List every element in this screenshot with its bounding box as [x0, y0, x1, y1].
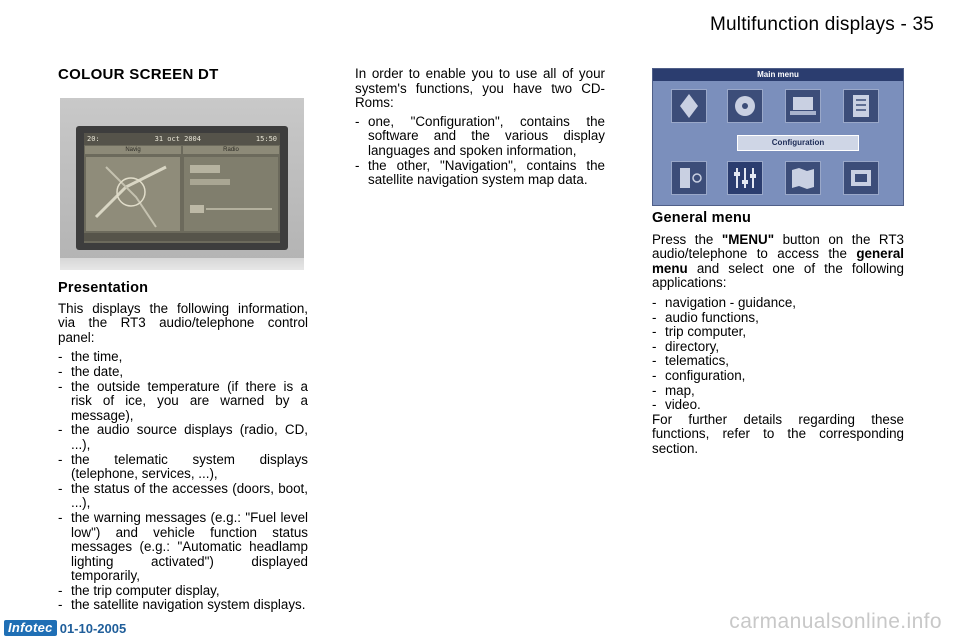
general-text-part: Press the	[652, 231, 722, 247]
further-details: For further details regarding these functions, refer to the corresponding section.	[652, 411, 904, 456]
presentation-block	[58, 281, 308, 613]
list-item: - one, "Configuration", contains the software and the various display languages and spoken information,	[355, 115, 605, 159]
telematics-icon	[671, 161, 707, 195]
navigation-icon	[671, 89, 707, 123]
directory-icon	[843, 89, 879, 123]
general-text-part: button on the RT3 audio/telephone to access the	[652, 231, 904, 262]
list-item: - the status of the accesses (doors, boot, ...),	[58, 482, 308, 511]
screen-tab-radio: Radio	[183, 146, 279, 154]
brand-logo: Infotec	[4, 620, 57, 636]
list-item: - telematics,	[652, 354, 904, 369]
screen-footer-bar	[84, 233, 280, 241]
presentation-intro: This displays the following information, via the RT3 audio/telephone control panel:	[58, 300, 308, 345]
page-header-title: Multifunction displays - 35	[709, 14, 934, 35]
watermark: carmanualsonline.info	[729, 610, 942, 633]
list-item: - map,	[652, 384, 904, 399]
footer-badge	[4, 620, 126, 636]
photo-base	[60, 258, 304, 270]
list-item: - audio functions,	[652, 311, 904, 326]
general-menu-intro	[652, 233, 904, 291]
video-icon	[843, 161, 879, 195]
section-title: COLOUR SCREEN DT	[58, 66, 219, 83]
screen-tab-navig: Navig	[85, 146, 181, 154]
cdrom-intro: In order to enable you to use all of your system's functions, you have two CD-Roms:	[355, 66, 605, 111]
screen-status-bar	[84, 133, 280, 145]
list-item: - video.	[652, 398, 904, 413]
main-menu-title: Main menu	[653, 69, 903, 81]
display-photo	[60, 98, 304, 270]
list-item: - trip computer,	[652, 325, 904, 340]
screen-map-panel	[86, 157, 180, 231]
list-item: - the satellite navigation system displays.	[58, 598, 308, 613]
list-item: - configuration,	[652, 369, 904, 384]
screen-radio-panel	[184, 157, 278, 231]
list-item: - the outside temperature (if there is a risk of ice, you are warned by a message),	[58, 380, 308, 424]
selected-menu-item: Configuration	[737, 135, 859, 151]
screen-time: 20:	[87, 135, 100, 143]
applications-list	[652, 296, 904, 413]
presentation-title: Presentation	[58, 280, 149, 296]
general-menu-title: General menu	[652, 210, 752, 226]
list-item: - the warning messages (e.g.: "Fuel level low") and vehicle function status messages (e.g.: "Automatic headlamp lighting activated") displayed temporarily,	[58, 511, 308, 584]
list-item: - the audio source displays (radio, CD, ...),	[58, 423, 308, 452]
general-text-part: and select one of the following applications:	[652, 260, 904, 291]
radio-info-icon	[184, 157, 278, 231]
audio-cd-icon	[727, 89, 763, 123]
presentation-list	[58, 350, 308, 613]
screen-date: 31 oct 2004	[154, 135, 201, 143]
cdrom-block	[355, 67, 605, 188]
map-roads-icon	[86, 157, 180, 231]
screen-tabs	[84, 145, 280, 155]
list-item: - the date,	[58, 365, 308, 380]
list-item: - the other, "Navigation", contains the satellite navigation system map data.	[355, 159, 605, 188]
list-item: - directory,	[652, 340, 904, 355]
configuration-icon	[727, 161, 763, 195]
list-item: - the trip computer display,	[58, 584, 308, 599]
display-screen	[84, 133, 280, 243]
map-icon	[785, 161, 821, 195]
list-item: - the time,	[58, 350, 308, 365]
screen-body	[84, 155, 280, 233]
cdrom-list	[355, 115, 605, 188]
list-item: - the telematic system displays (telephone, services, ...),	[58, 453, 308, 482]
laptop-icon	[785, 89, 821, 123]
display-bezel	[76, 126, 288, 250]
general-menu-label: general menu	[652, 246, 904, 276]
footer-date: 01-10-2005	[59, 620, 127, 636]
main-menu-screenshot	[652, 68, 904, 206]
menu-button-label: "MENU"	[721, 231, 775, 247]
list-item: - navigation - guidance,	[652, 296, 904, 311]
general-menu-block	[652, 211, 904, 457]
screen-clock: 15:50	[255, 135, 277, 143]
